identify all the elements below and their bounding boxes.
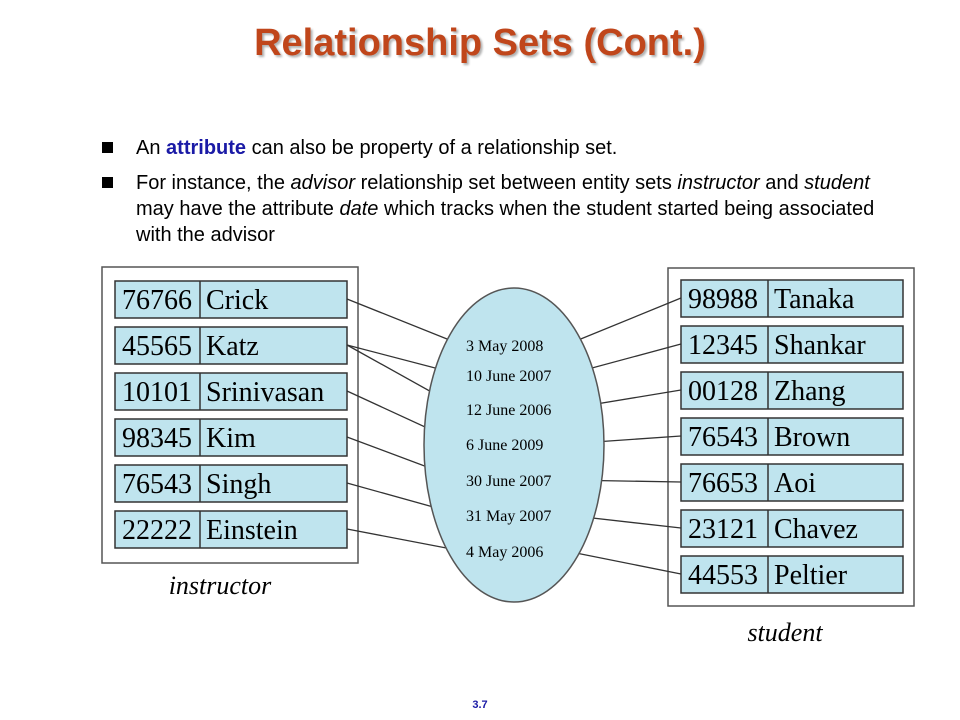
advisor-date-label: 3 May 2008 [466,338,544,355]
student-name: Zhang [774,376,846,407]
instructor-record [115,465,347,502]
student-record [681,280,903,317]
student-id: 76653 [688,468,758,499]
instructor-id: 10101 [122,377,192,408]
instructor-record [115,511,347,548]
slide-title: Relationship Sets (Cont.) [254,22,706,64]
student-name: Brown [774,422,851,453]
bullet-text: can also be property of a relationship set. [246,137,618,159]
instructor-connector [347,299,462,345]
advisor-date-label: 4 May 2006 [466,544,544,561]
instructor-id: 22222 [122,515,192,546]
student-connector [566,551,681,574]
bullet-text: An [136,137,167,159]
student-connector [566,298,681,345]
student-id: 44553 [688,560,758,591]
student-record [681,464,903,501]
advisor-date-label: 12 June 2006 [466,402,552,419]
bullet-text: For instance, the [136,172,291,194]
advisor-date-label: 6 June 2009 [466,437,544,454]
student-name: Tanaka [774,284,855,315]
instructor-name: Singh [206,469,272,500]
instructor-id: 76766 [122,285,192,316]
instructor-record [115,419,347,456]
keyword-attribute: attribute [166,137,247,159]
term-instructor: instructor [677,172,760,194]
instructor-caption: instructor [168,571,272,600]
instructor-name: Kim [206,423,256,454]
student-caption: student [747,618,823,647]
page-number: 3.7 [472,699,488,711]
instructor-record [115,373,347,410]
student-record [681,556,903,593]
advisor-date-label: 31 May 2007 [466,508,552,525]
advisor-date-label: 30 June 2007 [466,473,552,490]
advisor-date-label: 10 June 2007 [466,368,552,385]
student-name: Shankar [774,330,866,361]
student-name: Peltier [774,560,848,591]
student-record [681,326,903,363]
student-name: Chavez [774,514,858,545]
student-record [681,372,903,409]
instructor-name: Katz [206,331,259,362]
instructor-name: Crick [206,285,269,316]
student-id: 12345 [688,330,758,361]
term-advisor: advisor [290,172,356,194]
bullet-text: which tracks when the student started being associated with the advisor [136,198,875,246]
bullet-text: relationship set between entity sets [355,172,678,194]
instructor-record [115,327,347,364]
term-date: date [339,198,379,220]
term-student: student [804,172,870,194]
student-records [681,280,903,593]
student-id: 00128 [688,376,758,407]
student-name: Aoi [774,468,816,499]
student-id: 23121 [688,514,758,545]
instructor-id: 98345 [122,423,192,454]
student-record [681,510,903,547]
instructor-id: 76543 [122,469,192,500]
instructor-id: 45565 [122,331,192,362]
instructor-name: Srinivasan [206,377,325,408]
student-id: 98988 [688,284,758,315]
instructor-record [115,281,347,318]
student-record [681,418,903,455]
bullet-text: and [759,172,805,194]
bullet-text: may have the attribute [136,198,340,220]
instructor-name: Einstein [206,515,298,546]
student-id: 76543 [688,422,758,453]
